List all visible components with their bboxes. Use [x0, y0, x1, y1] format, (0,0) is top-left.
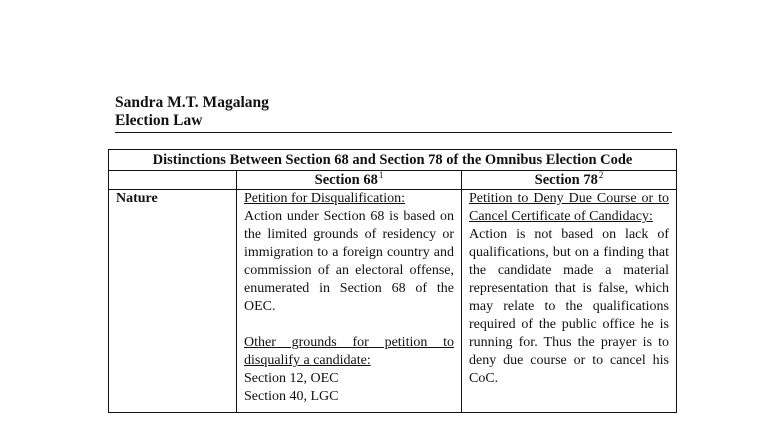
other-ground-item: Section 12, OEC — [244, 371, 339, 386]
deny-due-course-heading: Petition to Deny Due Course or to Cancel Certificate of Candidacy: — [469, 191, 669, 224]
section-68-header — [237, 171, 462, 190]
empty-header-cell — [109, 171, 237, 190]
distinctions-table — [108, 149, 677, 413]
other-grounds-heading: Other grounds for petition to disqualify a candidate: — [244, 335, 454, 368]
disqualification-text: Action under Section 68 is based on the limited grounds of residency or immigration to a foreign country and commission of an electoral offense, enumerated in Section 68 of the OEC. — [244, 209, 454, 314]
row-label-nature: Nature — [109, 190, 237, 413]
table-title: Distinctions Between Section 68 and Section 78 of the Omnibus Election Code — [109, 150, 677, 171]
document-header — [115, 94, 672, 133]
section-78-nature-cell — [462, 190, 677, 413]
paragraph-gap — [244, 316, 454, 334]
table-title-row — [109, 150, 677, 171]
section-68-nature-cell — [237, 190, 462, 413]
section-78-label: Section 78 — [534, 172, 598, 188]
footnote-marker-2: 2 — [598, 170, 604, 180]
other-ground-item: Section 40, LGC — [244, 389, 339, 404]
subject-title: Election Law — [115, 112, 203, 129]
author-name: Sandra M.T. Magalang — [115, 94, 269, 111]
footnote-marker-1: 1 — [378, 170, 384, 180]
table-row — [109, 190, 677, 413]
column-header-row — [109, 171, 677, 190]
section-78-header — [462, 171, 677, 190]
header-rule — [115, 132, 672, 133]
disqualification-heading: Petition for Disqualification: — [244, 191, 405, 206]
deny-due-course-text: Action is not based on lack of qualifications, but on a finding that the candidate made a material representation that is false, which may relate to the qualifications required of the public office he is running for. Thus the prayer is to deny due course or to cancel his CoC. — [469, 227, 669, 386]
section-68-label: Section 68 — [314, 172, 378, 188]
